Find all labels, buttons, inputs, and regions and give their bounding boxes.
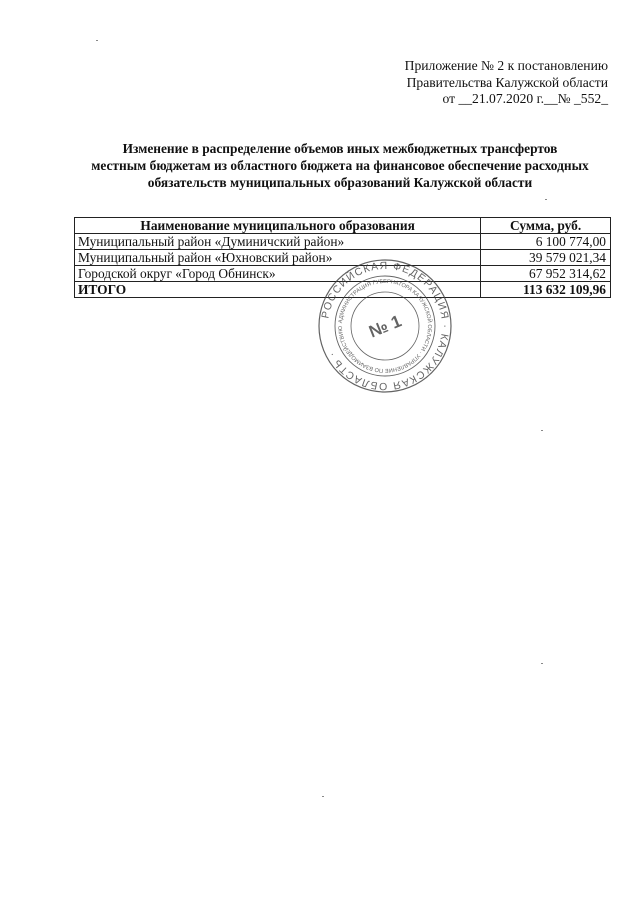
stamp-outer-text: РОССИЙСКАЯ ФЕДЕРАЦИЯ · КАЛУЖСКАЯ ОБЛАСТЬ ·: [319, 259, 452, 393]
appendix-line-3: от __21.07.2020 г.__№ _552_: [442, 91, 608, 106]
scan-speck: [541, 663, 543, 664]
row-name: Городской округ «Город Обнинск»: [75, 266, 481, 282]
header-name: Наименование муниципального образования: [75, 218, 481, 234]
appendix-line-2: Правительства Калужской области: [406, 74, 608, 90]
title-line-2: местным бюджетам из областного бюджета на финансовое обеспечение расходных: [91, 158, 589, 173]
row-name: Муниципальный район «Юхновский район»: [75, 250, 481, 266]
total-amount: 113 632 109,96: [481, 282, 611, 298]
row-amount: 39 579 021,34: [481, 250, 611, 266]
row-amount: 6 100 774,00: [481, 234, 611, 250]
official-stamp: [317, 258, 453, 394]
table-header-row: [75, 218, 611, 234]
stamp-inner-text: АДМИНИСТРАЦИЯ ГУБЕРНАТОРА КАЛУЖСКОЙ ОБЛАСТИ · УПРАВЛЕНИЕ ПО ВЗАИМОДЕЙСТВИЮ: [337, 278, 433, 374]
title-line-3: обязательств муниципальных образований Калужской области: [147, 175, 533, 190]
scan-speck: [541, 430, 543, 431]
appendix-line-1: Приложение № 2 к постановлению: [404, 58, 608, 73]
appendix-header: [348, 58, 608, 108]
title-line-1: Изменение в распределение объемов иных межбюджетных трансфертов: [122, 141, 558, 156]
row-amount: 67 952 314,62: [481, 266, 611, 282]
document-title: [70, 140, 610, 191]
scan-speck: [322, 796, 324, 797]
header-amount: Сумма, руб.: [481, 218, 611, 234]
scan-speck: [96, 40, 98, 41]
stamp-number: № 1: [366, 311, 405, 342]
total-label: ИТОГО: [75, 282, 481, 298]
table-row: [75, 234, 611, 250]
scan-speck: [545, 199, 547, 200]
row-name: Муниципальный район «Думиничский район»: [75, 234, 481, 250]
